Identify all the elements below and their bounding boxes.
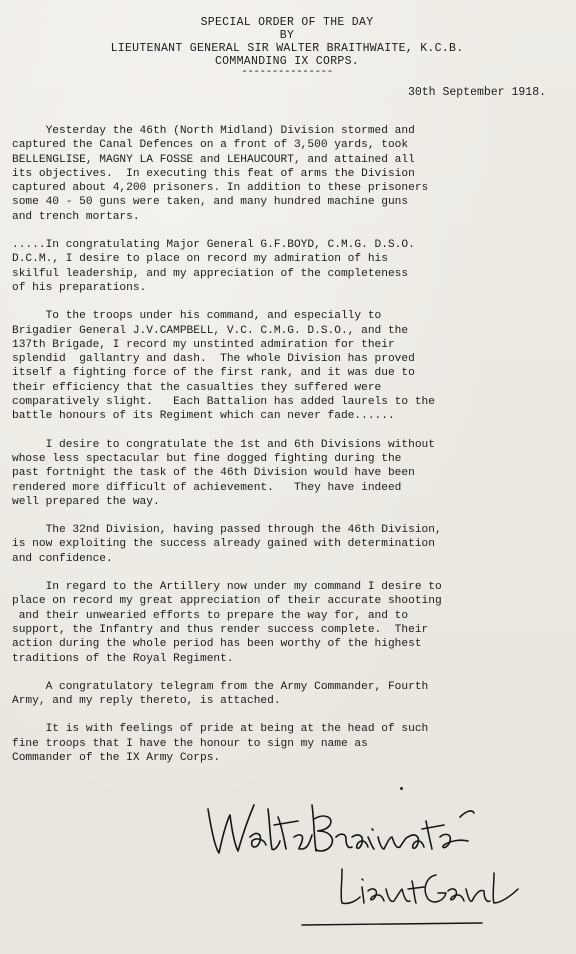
body-line: captured the Canal Defences on a front of 3,500 yards, took [12, 139, 409, 152]
body-line: is now exploiting the success already gained with determination [12, 538, 435, 551]
signature-rank-stroke [341, 869, 518, 904]
body-line: 137th Brigade, I record my unstinted admiration for their [12, 338, 395, 351]
body-line: To the troops under his command, and especially to [12, 310, 382, 323]
body-line: The 32nd Division, having passed through the 46th Division, [12, 524, 442, 537]
header-command: COMMANDING IX CORPS. [214, 55, 360, 68]
body-paragraph [12, 309, 562, 423]
body-line: Brigadier General J.V.CAMPBELL, V.C. C.M.G. D.S.O., and the [12, 324, 409, 337]
body-line: comparatively slight. Each Battalion has added laurels to the [12, 396, 435, 409]
header-author: LIEUTENANT GENERAL SIR WALTER BRAITHWAITE, K.C.B. [110, 42, 464, 55]
document-date: 30th September 1918. [407, 86, 546, 99]
body-line: A congratulatory telegram from the Army Commander, Fourth [12, 680, 429, 693]
body-line: of his preparations. [12, 281, 147, 294]
body-line: some 40 - 50 guns were taken, and many hundred machine guns [12, 196, 409, 209]
body-line: battle honours of its Regiment which can never fade...... [12, 410, 395, 423]
header-rule: --------------- [241, 66, 333, 78]
body-line: and trench mortars. [12, 210, 140, 223]
document-body [12, 124, 562, 765]
body-line: its objectives. In executing this feat of arms the Division [12, 167, 415, 180]
signature-image [12, 779, 572, 929]
signature-underline [302, 923, 482, 925]
body-line: their efficiency that the casualties they suffered were [12, 381, 382, 394]
body-line: action during the whole period has been worthy of the highest [12, 638, 422, 651]
body-line: D.C.M., I desire to place on record my admiration of his [12, 253, 388, 266]
body-line: well prepared the way. [12, 495, 160, 508]
body-line: Army, and my reply thereto, is attached. [12, 695, 281, 708]
body-paragraph [12, 124, 562, 224]
document-header [12, 16, 562, 76]
body-line: I desire to congratulate the 1st and 6th Divisions without [12, 438, 435, 451]
body-line: past fortnight the task of the 46th Division would have been [12, 467, 415, 480]
body-paragraph [12, 580, 562, 666]
body-paragraph [12, 438, 562, 509]
body-paragraph [12, 238, 562, 295]
signature-name-stroke [208, 805, 474, 853]
body-line: BELLENGLISE, MAGNY LA FOSSE and LEHAUCOURT, and attained all [12, 153, 415, 166]
body-line: traditions of the Royal Regiment. [12, 652, 234, 665]
body-line: Commander of the IX Army Corps. [12, 751, 221, 764]
body-line: and their unwearied efforts to prepare the way for, and to [12, 609, 409, 622]
body-paragraph [12, 722, 562, 765]
body-line: It is with feelings of pride at being at the head of such [12, 723, 429, 736]
header-title: SPECIAL ORDER OF THE DAY [200, 16, 374, 29]
body-line: Yesterday the 46th (North Midland) Division stormed and [12, 125, 415, 137]
body-paragraph [12, 523, 562, 566]
body-line: and confidence. [12, 552, 113, 565]
body-line: rendered more difficult of achievement. They have indeed [12, 481, 402, 494]
body-line: whose less spectacular but fine dogged fighting during the [12, 452, 402, 465]
body-line: skilful leadership, and my appreciation of the completeness [12, 267, 409, 280]
body-line: .....In congratulating Major General G.F.BOYD, C.M.G. D.S.O. [12, 239, 415, 252]
body-paragraph [12, 680, 562, 709]
body-line: fine troops that I have the honour to sign my name as [12, 737, 368, 750]
body-line: support, the Infantry and thus render success complete. Their [12, 623, 429, 636]
header-by: BY [279, 29, 295, 42]
body-line: itself a fighting force of the first rank, and it was due to [12, 367, 415, 380]
body-line: splendid gallantry and dash. The whole Division has proved [12, 353, 415, 366]
body-line: captured about 4,200 prisoners. In addition to these prisoners [12, 182, 429, 195]
body-line: place on record my great appreciation of their accurate shooting [12, 595, 442, 608]
body-line: In regard to the Artillery now under my command I desire to [12, 581, 442, 594]
signature-block [12, 779, 562, 929]
